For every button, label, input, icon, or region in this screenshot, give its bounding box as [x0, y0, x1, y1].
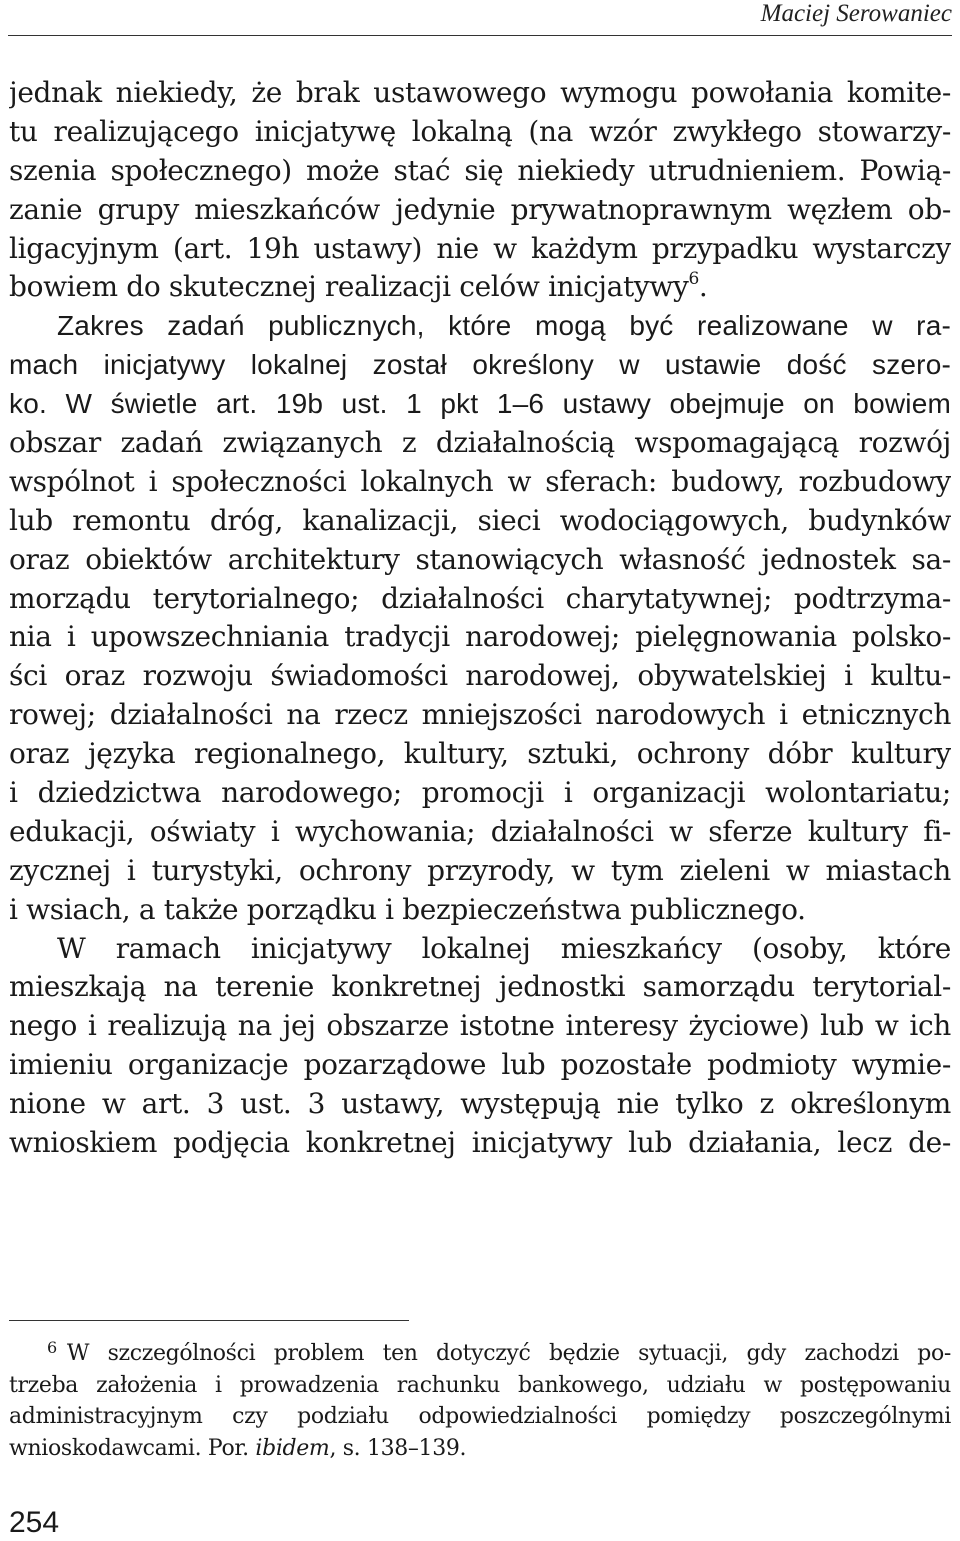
footnote-reference[interactable]: 6 — [688, 269, 699, 290]
body-line: lub remontu dróg, kanalizacji, sieci wodociągowych, budynków — [9, 503, 951, 537]
footnote-line: trzeba założenia i prowadzenia rachunku bankowego, udziału w postępowaniu — [9, 1372, 951, 1398]
body-line: zanie grupy mieszkańców jedynie prywatnoprawnym węzłem ob- — [9, 192, 951, 226]
body-line: ko. W świetle art. 19b ust. 1 pkt 1–6 ustawy obejmuje on bowiem — [9, 388, 951, 420]
header-rule — [8, 35, 952, 36]
footnote-ibidem: ibidem — [255, 1435, 330, 1461]
body-line: ści oraz rozwoju świadomości narodowej, obywatelskiej i kultu- — [9, 659, 951, 693]
paragraph-start: W ramach inicjatywy lokalnej mieszkańcy (osoby, które — [57, 931, 951, 965]
body-line: edukacji, oświaty i wychowania; działalności w sferze kultury fi- — [9, 814, 951, 848]
footnote-line — [9, 1433, 951, 1465]
body-line: bowiem do skutecznej realizacji celów inicjatywy$^6$. — [9, 269, 708, 304]
body-line: szenia społecznego) może stać się niekiedy utrudnieniem. Powią- — [9, 153, 951, 187]
footnote-text: W szczególności problem ten dotyczyć będzie sytuacji, gdy zachodzi po- — [66, 1341, 951, 1366]
body-line: i wsiach, a także porządku i bezpieczeństwa publicznego. — [9, 892, 806, 926]
body-line: nego i realizują na jej obszarze istotne interesy życiowe) lub w ich — [9, 1009, 951, 1043]
body-line: morządu terytorialnego; działalności charytatywnej; podtrzyma- — [9, 581, 951, 615]
body-text — [9, 74, 951, 1163]
footnote-line: administracyjnym czy podziału odpowiedzialności pomiędzy poszczególnymi — [9, 1404, 951, 1429]
footnote-separator — [9, 1320, 409, 1321]
body-line: oraz języka regionalnego, kultury, sztuki, ochrony dóbr kultury — [9, 737, 951, 771]
paragraph-start: Zakres zadań publicznych, które mogą być realizowane w ra- — [57, 310, 951, 342]
body-line-text: bowiem do skutecznej realizacji celów inicjatywy — [9, 270, 689, 304]
body-line: imieniu organizacje pozarządowe lub pozostałe podmioty wymie- — [9, 1048, 951, 1082]
body-line: nione w art. 3 ust. 3 ustawy, występują nie tylko z określonym — [9, 1087, 951, 1121]
body-line: ligacyjnym (art. 19h ustawy) nie w każdym przypadku wystarczy — [9, 231, 951, 265]
footnote-text: wnioskodawcami. Por. — [9, 1435, 256, 1461]
body-line: jednak niekiedy, że brak ustawowego wymogu powołania komite- — [9, 76, 951, 109]
footnote-number: 6 — [47, 1338, 57, 1357]
body-line: zycznej i turystyki, ochrony przyrody, w tym zieleni w miastach — [9, 853, 951, 887]
body-line: i dziedzictwa narodowego; promocji i organizacji wolontariatu; — [9, 776, 951, 810]
body-line: oraz obiektów architektury stanowiących własność jednostek sa- — [9, 542, 951, 576]
body-line: rowej; działalności na rzecz mniejszości narodowych i etnicznych — [9, 698, 951, 732]
footnote-6 — [9, 1338, 951, 1464]
body-line: mach inicjatywy lokalnej został określony w ustawie dość szero- — [9, 349, 951, 381]
footnote-line — [9, 1338, 951, 1370]
body-line: obszar zadań związanych z działalnością wspomagającą rozwój — [9, 426, 951, 460]
running-header-author: Maciej Serowaniec — [760, 0, 952, 27]
footnote-text: , s. 138–139. — [329, 1435, 467, 1461]
body-line: mieszkają na terenie konkretnej jednostki samorządu terytorial- — [9, 970, 951, 1004]
body-line: tu realizującego inicjatywę lokalną (na wzór zwykłego stowarzy- — [9, 114, 951, 148]
body-line: nia i upowszechniania tradycji narodowej; pielęgnowania polsko- — [9, 620, 951, 654]
body-line: wnioskiem podjęcia konkretnej inicjatywy lub działania, lecz de- — [9, 1126, 951, 1160]
page-number: 254 — [9, 1506, 60, 1539]
body-line: wspólnot i społeczności lokalnych w sferach: budowy, rozbudowy — [9, 464, 951, 498]
